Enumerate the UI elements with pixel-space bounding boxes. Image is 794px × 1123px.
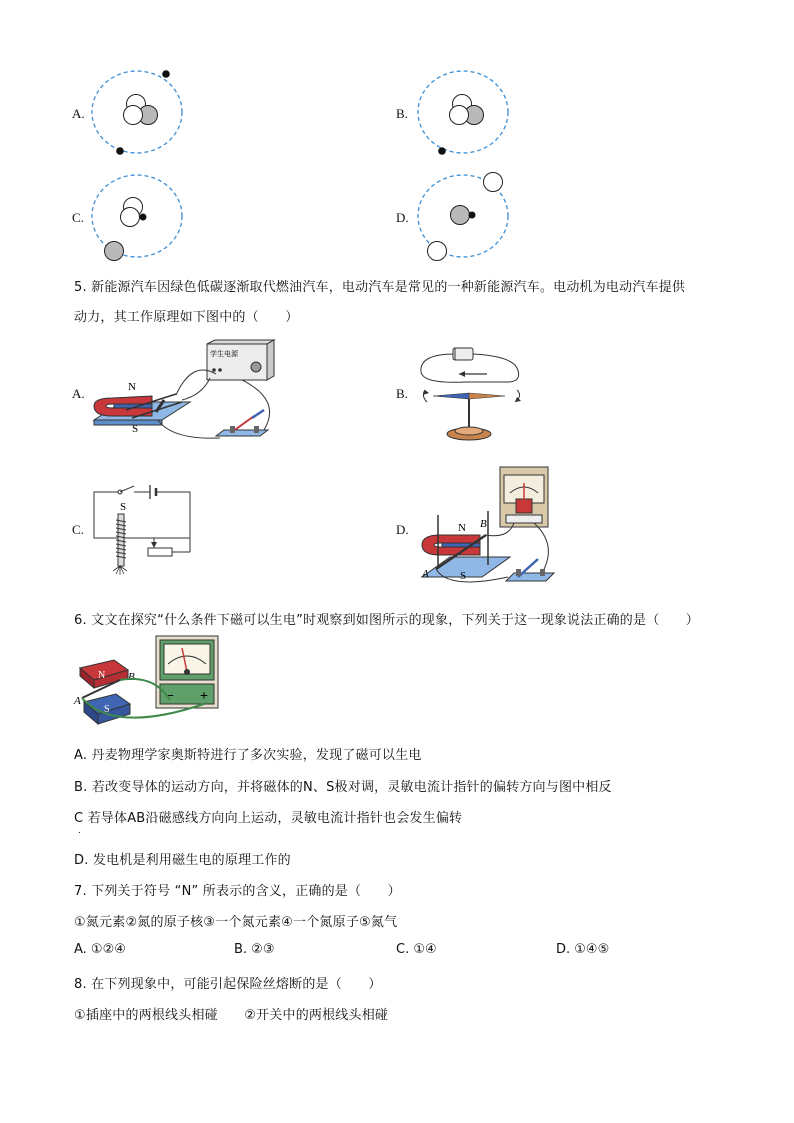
q6-choice-a: A. 丹麦物理学家奥斯特进行了多次实验，发现了磁可以生电 (74, 748, 422, 763)
conductor-a-label: A (74, 695, 81, 707)
option-b-label: B. (396, 106, 408, 121)
gen-magnet-n-label: N (458, 522, 466, 534)
q5-option-a-label: A. (72, 386, 85, 401)
q8-items: ①插座中的两根线头相碰 ②开关中的两根线头相碰 (74, 1008, 389, 1023)
option-a-label: A. (72, 106, 85, 121)
atom-diagram-d (416, 170, 516, 265)
meter-minus-label: − (166, 689, 174, 704)
stray-mark: . (78, 826, 81, 836)
q6-choice-c: C 若导体AB沿磁感线方向向上运动，灵敏电流计指针也会发生偏转 (74, 811, 463, 826)
conductor-b-label: B (128, 671, 135, 683)
q7-choice-d: D. ①④⑤ (556, 942, 610, 957)
magnet-s-letter: S (104, 704, 110, 715)
q7-choice-b: B. ②③ (234, 942, 275, 957)
rod-b-label: B (480, 518, 487, 530)
galvanometer-experiment-figure (74, 634, 224, 730)
q6-choice-d: D. 发电机是利用磁生电的原理工作的 (74, 853, 291, 868)
atom-diagram-b (416, 66, 516, 161)
electromagnet-circuit-figure (92, 480, 197, 580)
motor-apparatus-figure (92, 340, 282, 445)
q7-items: ①氮元素②氮的原子核③一个氮元素④一个氮原子⑤氮气 (74, 915, 398, 930)
q6-choice-b: B. 若改变导体的运动方向，并将磁体的N、S极对调，灵敏电流计指针的偏转方向与图中相反 (74, 780, 612, 795)
magnet-s-label: S (132, 423, 139, 435)
q5-option-d-label: D. (396, 522, 409, 537)
q7-choice-a: A. ①②④ (74, 942, 126, 957)
q5-option-c-label: C. (72, 522, 84, 537)
magnet-n-label: N (128, 381, 136, 393)
q5-stem-line2: 动力，其工作原理如下图中的（ ） (74, 310, 299, 325)
q7-choice-c: C. ①④ (396, 942, 437, 957)
atom-diagram-a (90, 66, 190, 161)
q8-stem: 8. 在下列现象中，可能引起保险丝熔断的是（ ） (74, 977, 382, 992)
switch-s-label: S (120, 501, 127, 513)
rod-a-label: A (422, 568, 429, 580)
q6-stem: 6. 文文在探究“什么条件下磁可以生电”时观察到如图所示的现象，下列关于这一现象说法正确的是（ ） (74, 613, 700, 628)
option-d-label: D. (396, 210, 409, 225)
atom-diagram-c (90, 170, 190, 265)
coil-needle-figure (415, 340, 525, 445)
generator-apparatus-figure (418, 465, 558, 590)
magnet-n-letter: N (98, 670, 106, 681)
option-c-label: C. (72, 210, 84, 225)
power-supply-label: 学生电源 (210, 350, 238, 358)
q5-option-b-label: B. (396, 386, 408, 401)
q5-stem-line1: 5. 新能源汽车因绿色低碳逐渐取代燃油汽车，电动汽车是常见的一种新能源汽车。电动机为电动汽车提供 (74, 280, 686, 295)
q7-stem: 7. 下列关于符号 “N” 所表示的含义，正确的是（ ） (74, 884, 401, 899)
meter-plus-label: + (200, 689, 208, 704)
gen-magnet-s-label: S (460, 570, 467, 582)
